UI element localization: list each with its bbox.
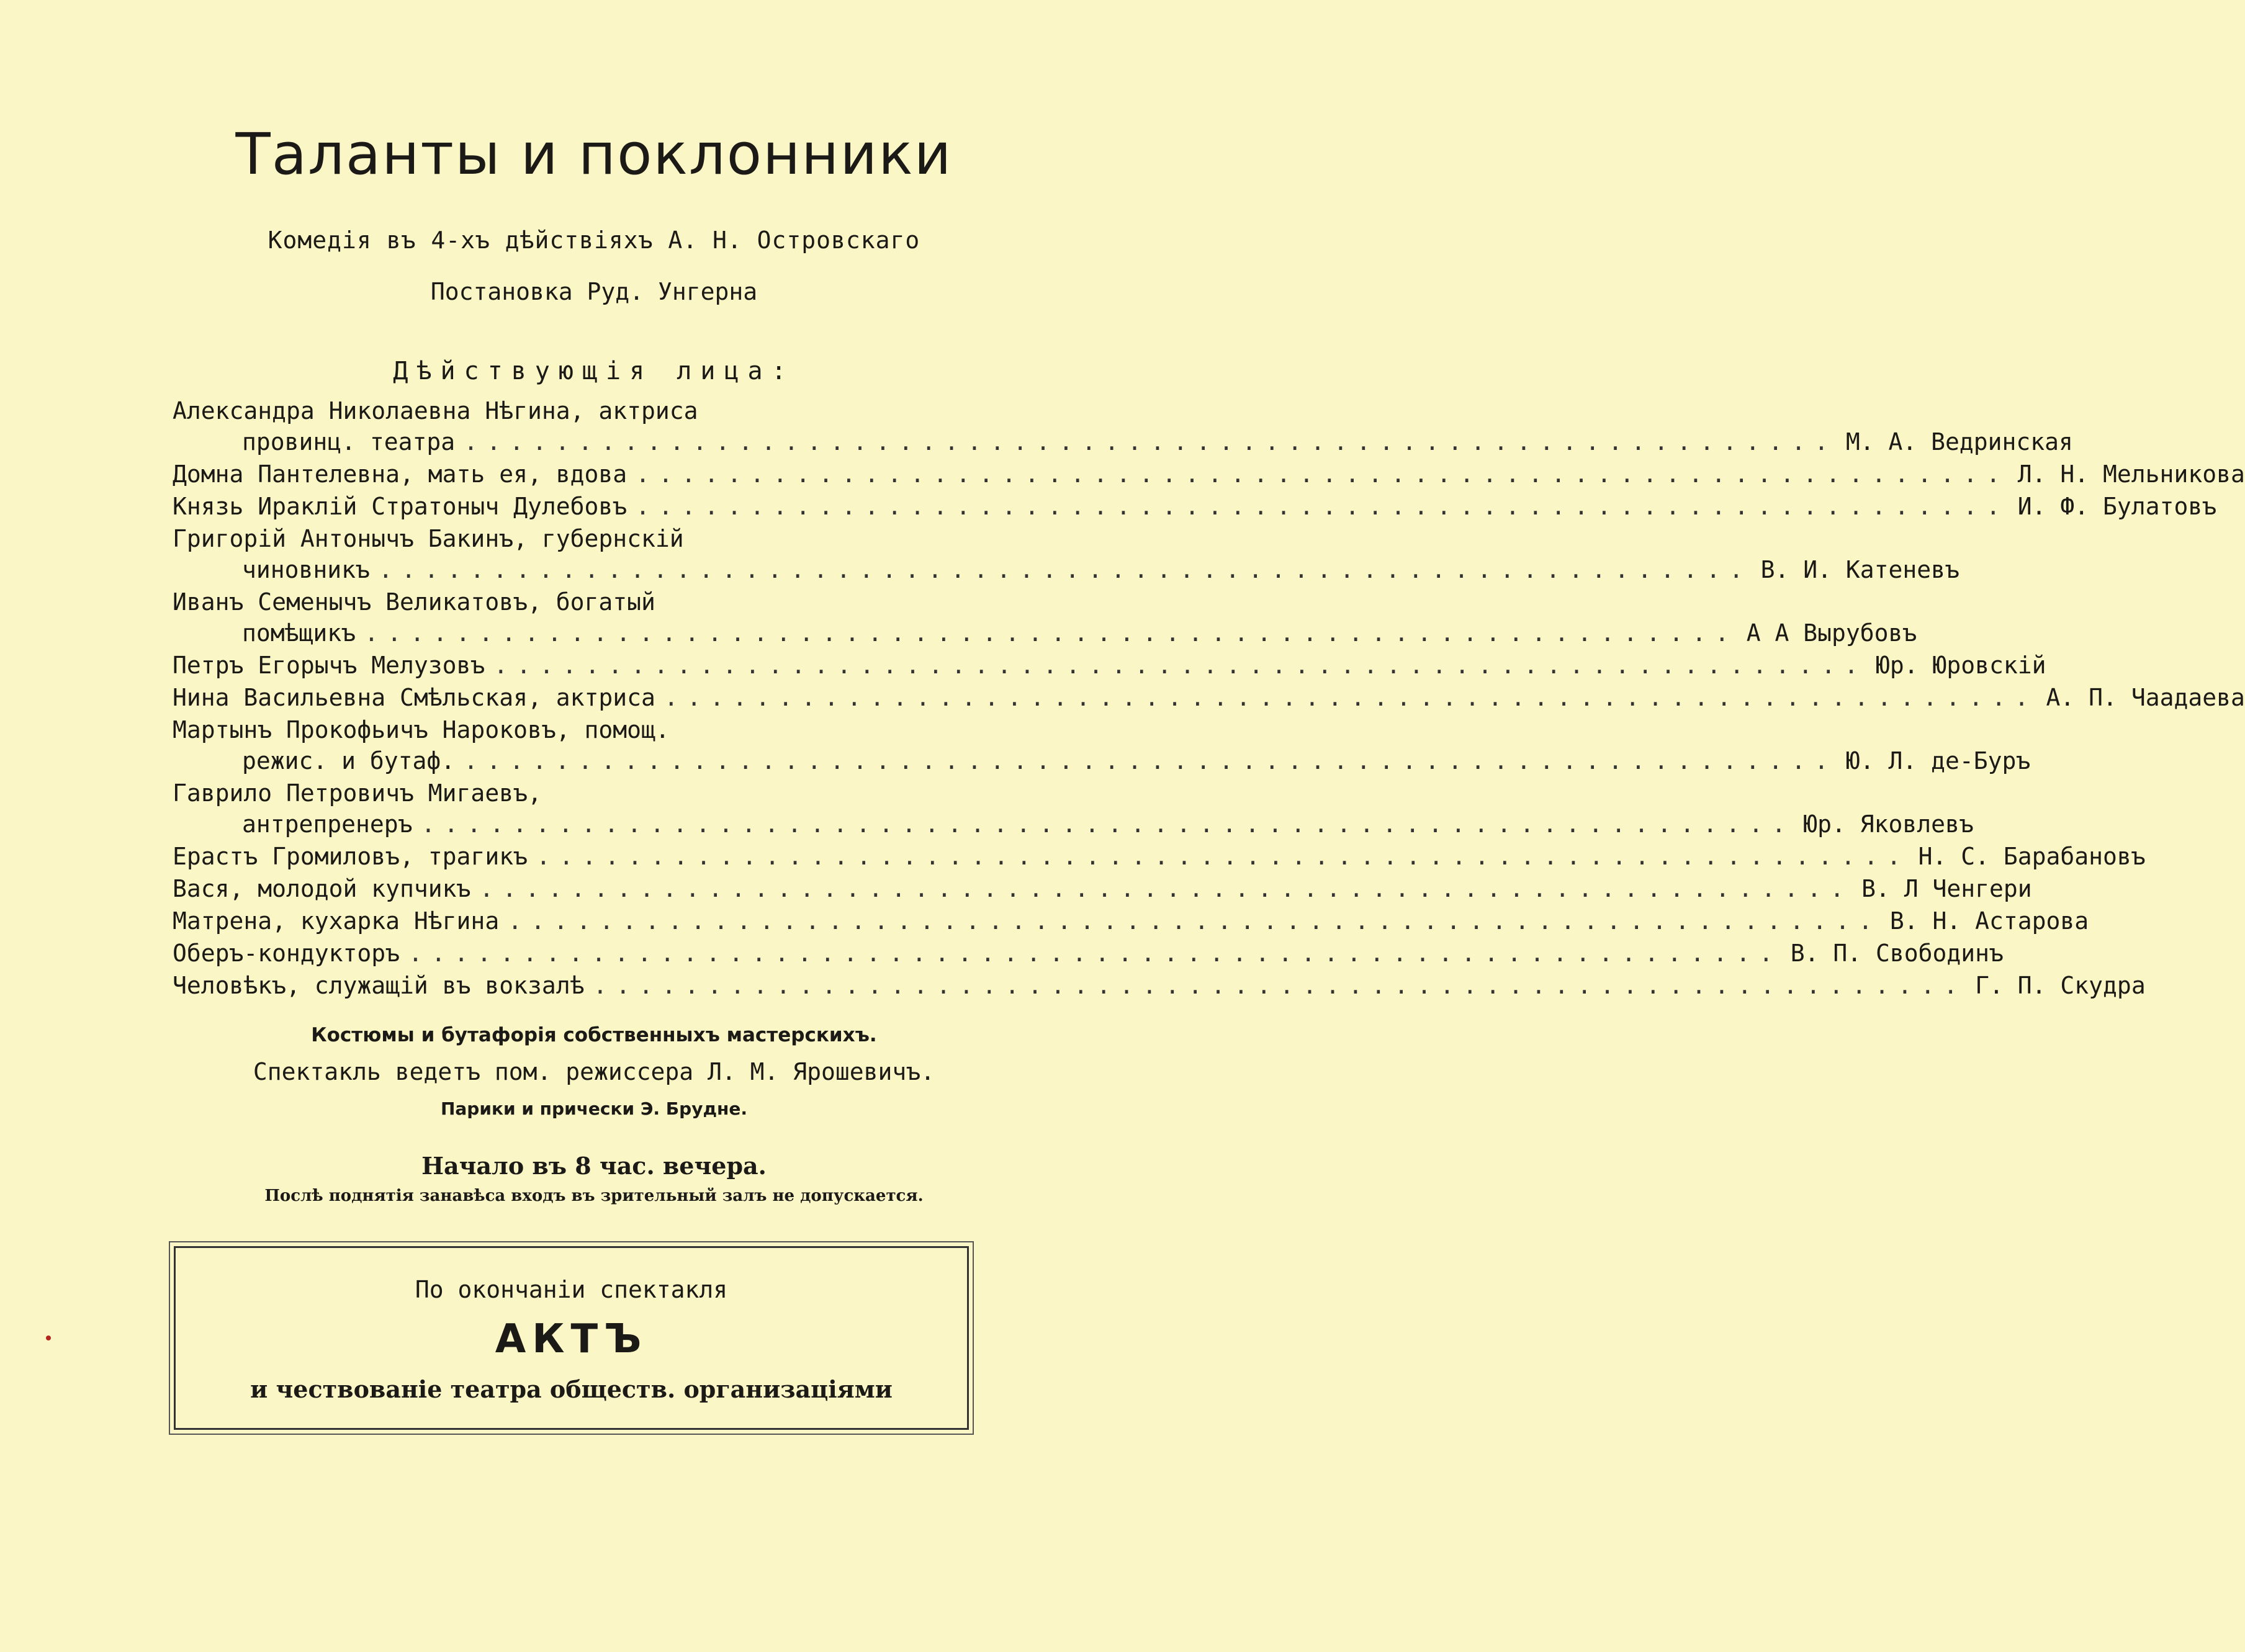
cast-entry [173, 875, 2032, 907]
actor-name: В. Л Ченгери [1861, 875, 2032, 902]
cast-entry [173, 493, 2217, 525]
box-act-title: АКТЪ [495, 1316, 648, 1362]
cast-entry [173, 907, 2089, 940]
actor-name: А. П. Чаадаева [2046, 684, 2245, 711]
actor-name: В. Н. Астарова [1889, 907, 2089, 935]
role-name: Человѣкъ, служащій въ вокзалѣ [173, 972, 585, 999]
cast-entry [173, 588, 1917, 652]
actor-name: И. Ф. Булатовъ [2017, 493, 2217, 520]
role-name: Григорій Антонычъ Бакинъ, губернскій [173, 525, 684, 552]
actor-name: А А Вырубовъ [1746, 619, 1917, 647]
leader-dots: ............................................................ [408, 940, 1782, 967]
role-name-continued: режис. и бутаф. [242, 747, 456, 774]
staging-credit: Постановка Руд. Унгерна [430, 278, 758, 305]
actor-name: Ю. Л. де-Буръ [1845, 747, 2031, 774]
cast-entry [173, 972, 2146, 1004]
cast-entry [173, 684, 2245, 716]
role-name-continued: помѣщикъ [242, 619, 356, 647]
role-name: Нина Васильевна Смѣльская, актриса [173, 684, 655, 711]
box-honor-line: и чествованіе театра обществ. организаціями [250, 1375, 893, 1403]
leader-dots: ............................................................ [536, 843, 1910, 870]
leader-dots: ............................................................ [636, 460, 2009, 488]
leader-dots: ............................................................ [421, 810, 1795, 838]
role-name: Гаврило Петровичъ Мигаевъ, [173, 779, 542, 807]
role-name: Оберъ-кондукторъ [173, 940, 400, 967]
actor-name: Юр. Юровскій [1876, 652, 2046, 679]
role-name: Матрена, кухарка Нѣгина [173, 907, 500, 935]
role-name-continued: провинц. театра [242, 428, 456, 456]
leader-dots: ............................................................ [508, 907, 1881, 935]
entry-rule: Послѣ поднятія занавѣса входъ въ зрительный залъ не допускается. [264, 1187, 924, 1205]
role-name-continued: чиновникъ [242, 556, 370, 583]
role-name: Ерастъ Громиловъ, трагикъ [173, 843, 528, 870]
leader-dots: ............................................................ [464, 428, 1837, 456]
persons-heading: Дѣйствующія лица: [393, 357, 795, 385]
wigs-note: Парики и прически Э. Брудне. [440, 1098, 748, 1119]
cast-entry [173, 397, 2073, 460]
role-name: Александра Николаевна Нѣгина, актриса [173, 397, 698, 424]
role-name: Петръ Егорычъ Мелузовъ [173, 652, 485, 679]
page-title: Таланты и поклонники [235, 121, 953, 187]
leader-dots: ............................................................ [378, 556, 1752, 583]
cast-entry [173, 716, 2031, 779]
cast-entry [173, 940, 2004, 972]
leader-dots: ............................................................ [493, 652, 1868, 679]
costumes-note: Костюмы и бутафорія собственныхъ мастерскихъ. [311, 1024, 877, 1046]
leader-dots: ............................................................ [479, 875, 1853, 902]
actor-name: Л. Н. Мельникова [2017, 460, 2245, 488]
cast-entry [173, 525, 1959, 588]
leader-dots: ............................................................ [636, 493, 2009, 520]
leader-dots: ............................................................ [364, 619, 1738, 647]
leader-dots: ............................................................ [664, 684, 2038, 711]
cast-entry [173, 460, 2245, 493]
start-time: Начало въ 8 час. вечера. [421, 1152, 767, 1180]
actor-name: Г. П. Скудра [1975, 972, 2146, 999]
leader-dots: ............................................................ [464, 747, 1837, 774]
role-name: Мартынъ Прокофьичъ Нароковъ, помощ. [173, 716, 670, 743]
leader-dots: ............................................................ [593, 972, 1967, 999]
role-name: Иванъ Семенычъ Великатовъ, богатый [173, 588, 655, 616]
subtitle: Комедія въ 4-хъ дѣйствіяхъ А. Н. Островскаго [268, 227, 920, 254]
stage-manager-note: Спектакль ведетъ пом. режиссера Л. М. Ярошевичъ. [253, 1058, 935, 1085]
actor-name: В. И. Катеневъ [1760, 556, 1959, 583]
role-name-continued: антрепренеръ [242, 810, 413, 838]
actor-name: М. А. Ведринская [1845, 428, 2073, 456]
cast-list [173, 397, 2245, 1004]
box-after-line: По окончаніи спектакля [415, 1276, 728, 1303]
act-announcement-box [174, 1246, 969, 1430]
cast-entry [173, 779, 1974, 843]
actor-name: Юр. Яковлевъ [1803, 810, 1974, 838]
actor-name: Н. С. Барабановъ [1918, 843, 2146, 870]
role-name: Вася, молодой купчикъ [173, 875, 471, 902]
ink-spot [46, 1336, 51, 1340]
cast-entry [173, 843, 2146, 875]
cast-entry [173, 652, 2046, 684]
role-name: Князь Ираклій Стратоныч Дулебовъ [173, 493, 628, 520]
actor-name: В. П. Свободинъ [1790, 940, 2004, 967]
role-name: Домна Пантелевна, мать ея, вдова [173, 460, 628, 488]
